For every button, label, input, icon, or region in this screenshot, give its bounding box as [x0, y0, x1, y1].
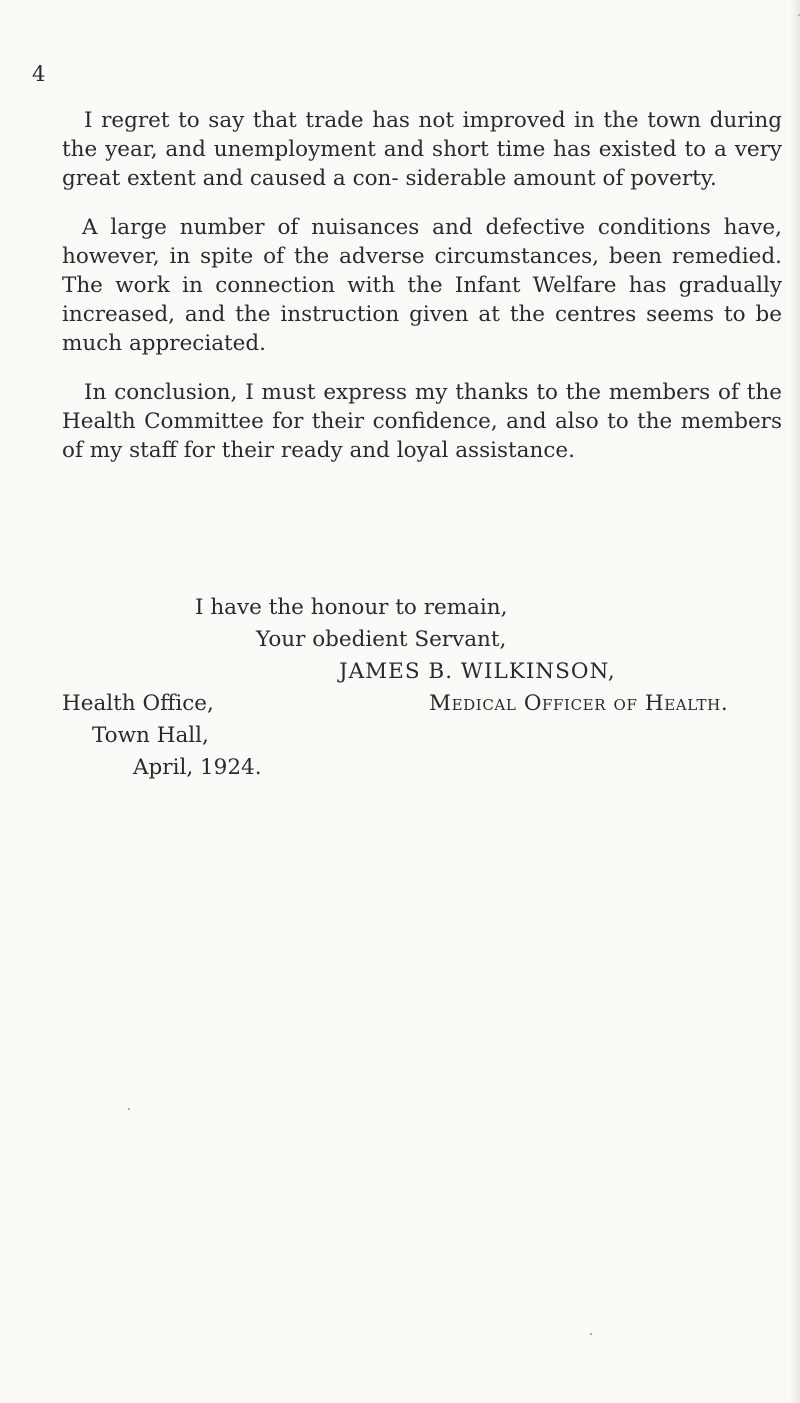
salutation: I have the honour to remain,	[195, 595, 508, 620]
report-body	[62, 106, 782, 485]
paragraph-trade: I regret to say that trade has not improved in the town during the year, and unemployment and short time has existed to a very great extent and caused a con- siderable amount of poverty.	[62, 108, 782, 191]
signatory-title: Medical Officer of Health.	[429, 691, 729, 716]
paper-speck	[128, 1108, 130, 1110]
paragraph-nuisances: A large number of nuisances and defective conditions have, however, in spite of the adverse circumstances, been remedied. The work in connection with the Infant Welfare has gradually increased, and the instruction given at the centres seems to be much appreciated.	[62, 215, 782, 356]
report-date: April, 1924.	[133, 755, 262, 780]
complimentary-close: Your obedient Servant,	[256, 627, 507, 652]
paper-speck	[590, 1333, 592, 1335]
address-line-office: Health Office,	[62, 691, 214, 716]
paragraph-conclusion: In conclusion, I must express my thanks to the members of the Health Committee for their confidence, and also to the members of my staff for their ready and loyal assistance.	[62, 380, 782, 463]
signatory-name: JAMES B. WILKINSON,	[339, 659, 616, 684]
page-number: 4	[32, 62, 46, 86]
page-edge-shadow	[790, 0, 800, 1403]
address-line-hall: Town Hall,	[92, 723, 209, 748]
